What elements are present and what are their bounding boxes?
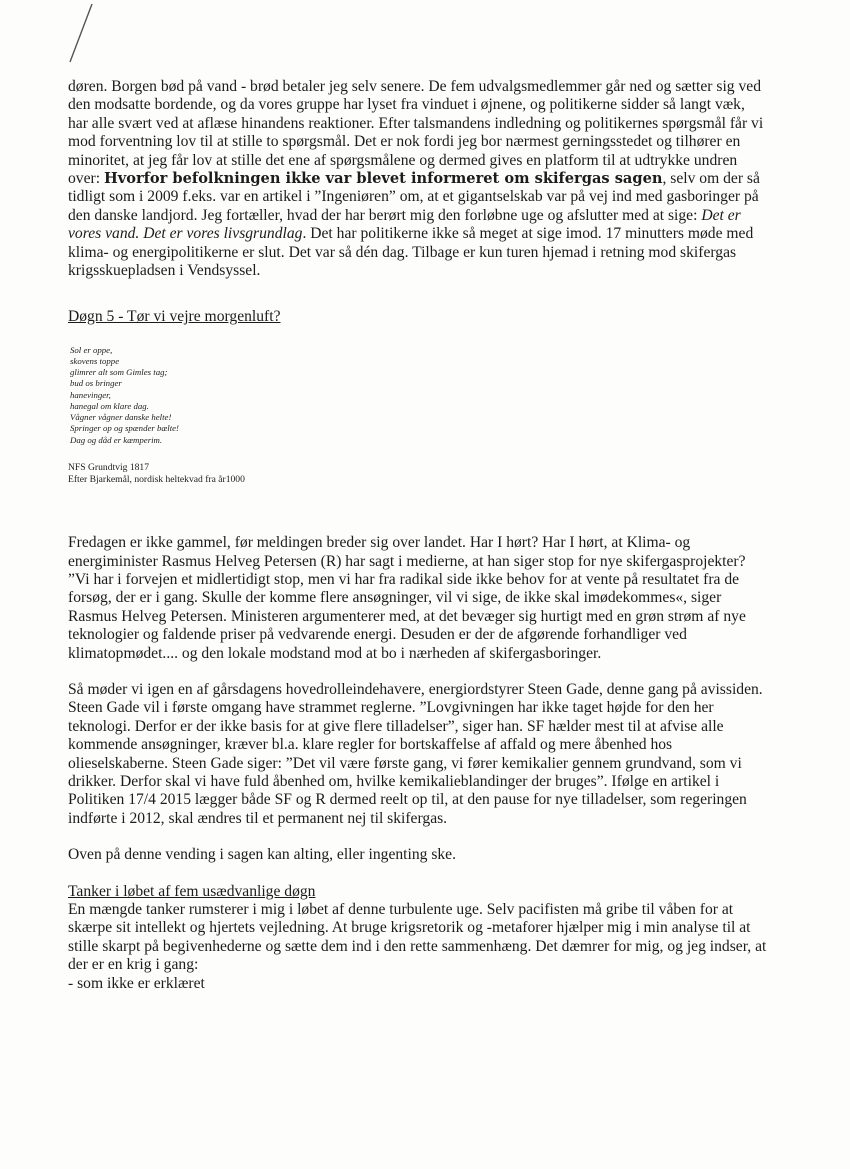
- poem-line: Vågner vågner danske helte!: [70, 412, 172, 423]
- poem-block: [70, 345, 768, 446]
- spacer: [68, 486, 768, 534]
- paragraph-1: [68, 78, 768, 280]
- poem-line: glimrer alt som Gimles tag;: [70, 367, 168, 378]
- paragraph-1-bold-question: Hvorfor befolkningen ikke var blevet informeret om skifergas sagen: [103, 170, 663, 188]
- poem-line: Dag og dåd er kæmperim.: [70, 434, 163, 445]
- paragraph-4: Oven på denne vending i sagen kan alting, eller ingenting ske.: [68, 846, 457, 864]
- list-item: - som ikke er erklæret: [68, 974, 205, 992]
- paragraph-2: Fredagen er ikke gammel, før meldingen breder sig over landet. Har I hørt? Har I hørt, at Klima- og energiminister Rasmus Helveg Petersen (R) har sagt i medierne, at han siger stop for nye skifergasprojekter? ”Vi har i forvejen et midlertidigt stop, men vi har fra radikal side ikke behov for at vente på resultatet fra de forsøg, der er i gang. Skulle der komme flere ansøgninger, vil vi sige, de ikke skal imødekommes«, siger Rasmus Helveg Petersen. Ministeren argumenterer med, at det bevæger sig hurtigt med en grøn strøm af nye teknologier og faldende priser på vedvarende energi. Desuden er der de afgørende forhandliger ved klimatopmødet.... og den lokale modstand mod at bo i nærheden af skifergasboringer.: [68, 534, 746, 662]
- paragraph-1-text-c: . Det har politikerne ikke så meget at sige imod. 17 minutters møde med klima- og energipolitikerne er slut. Det var så dén dag. Tilbage er kun turen hjemad i retning mod skifergas krigsskuepladsen i Vendsyssel.: [68, 225, 754, 280]
- paragraph-3: Så møder vi igen en af gårsdagens hovedrolleindehavere, energiordstyrer Steen Gade, denne gang på avissiden. Steen Gade vil i første omgang have strammet reglerne. ”Lovgivningen har ikke taget højde for den her teknologi. Derfor er der ikke basis for at give flere tilladelser”, siger han. SF hælder mest til at afvise alle kommende ansøgninger, kræver bl.a. klare regler for bortskaffelse af affald og mere åbenhed hos olieselskaberne. Steen Gade siger: ”Det vil være første gang, vi fører kemikalier gennem grundvand, som vi drikker. Derfor skal vi have fuld åbenhed om, hvilke kemikalieblandinger der bruges”. Ifølge en artikel i Politiken 17/4 2015 lægger både SF og R dermed reelt op til, at den pause for nye tilladelser, som regeringen indførte i 2012, skal ændres til et permanent nej til skifergas.: [68, 680, 763, 827]
- paragraph-5: En mængde tanker rumsterer i mig i løbet af denne turbulente uge. Selv pacifisten må gribe til våben for at skærpe sit intellekt og hjertets vejledning. At bruge krigsretorik og -metaforer hjælper mig i min analyse til at stille skarpt på begivenhederne og sætte dem ind i den rette sammenhæng. Det dæmrer for mig, og jeg indser, at der er en krig i gang:: [68, 901, 767, 974]
- paragraph-1-italic-quote: Det er vores vand. Det er vores livsgrundlag: [68, 206, 741, 243]
- document-body: [68, 78, 768, 993]
- poem-line: hanegal om klare dag.: [70, 400, 149, 411]
- paragraph-1-text-b: , selv om der så tidligt som i 2009 f.eks. var en artikel i ”Ingeniøren” om, at et gigantselskab var på vej ind med gasboringer på den danske landjord. Jeg fortæller, hvad der har berørt mig den forløbne uge og afslutter med at sige:: [68, 170, 760, 224]
- section-heading-thoughts: Tanker i løbet af fem usædvanlige døgn: [68, 882, 316, 900]
- section-heading-day-5: Døgn 5 - Tør vi vejre morgenluft?: [68, 308, 281, 326]
- poem-line: skovens toppe: [70, 356, 120, 367]
- poem-credit: [68, 462, 768, 486]
- poem-line: Sol er oppe,: [70, 344, 113, 355]
- paragraph-1-text-a: døren. Borgen bød på vand - brød betaler jeg selv senere. De fem udvalgsmedlemmer går ned og sætter sig ved den modsatte bordende, og da vores gruppe har lyset fra vinduet i øjnene, og politikerne sidder så langt væk, har alle svært ved at aflæse hinandens reaktioner. Efter talsmandens indledning og politikernes spørgsmål får vi mod forventning lov til at stille to spørgsmål. Det er nok fordi jeg bor nærmest gerningsstedet og tilhører en minoritet, at jeg får lov at stille det ene af spørgsmålene og dermed gives en platform til at udtrykke undren over:: [68, 78, 764, 188]
- poem-line: bud os bringer: [70, 378, 122, 389]
- poem-author: NFS Grundtvig 1817: [68, 461, 150, 473]
- poem-line: hanevinger,: [70, 389, 111, 400]
- poem-source: Efter Bjarkemål, nordisk heltekvad fra år1000: [68, 473, 245, 485]
- poem-line: Springer op og spænder bælte!: [70, 423, 179, 434]
